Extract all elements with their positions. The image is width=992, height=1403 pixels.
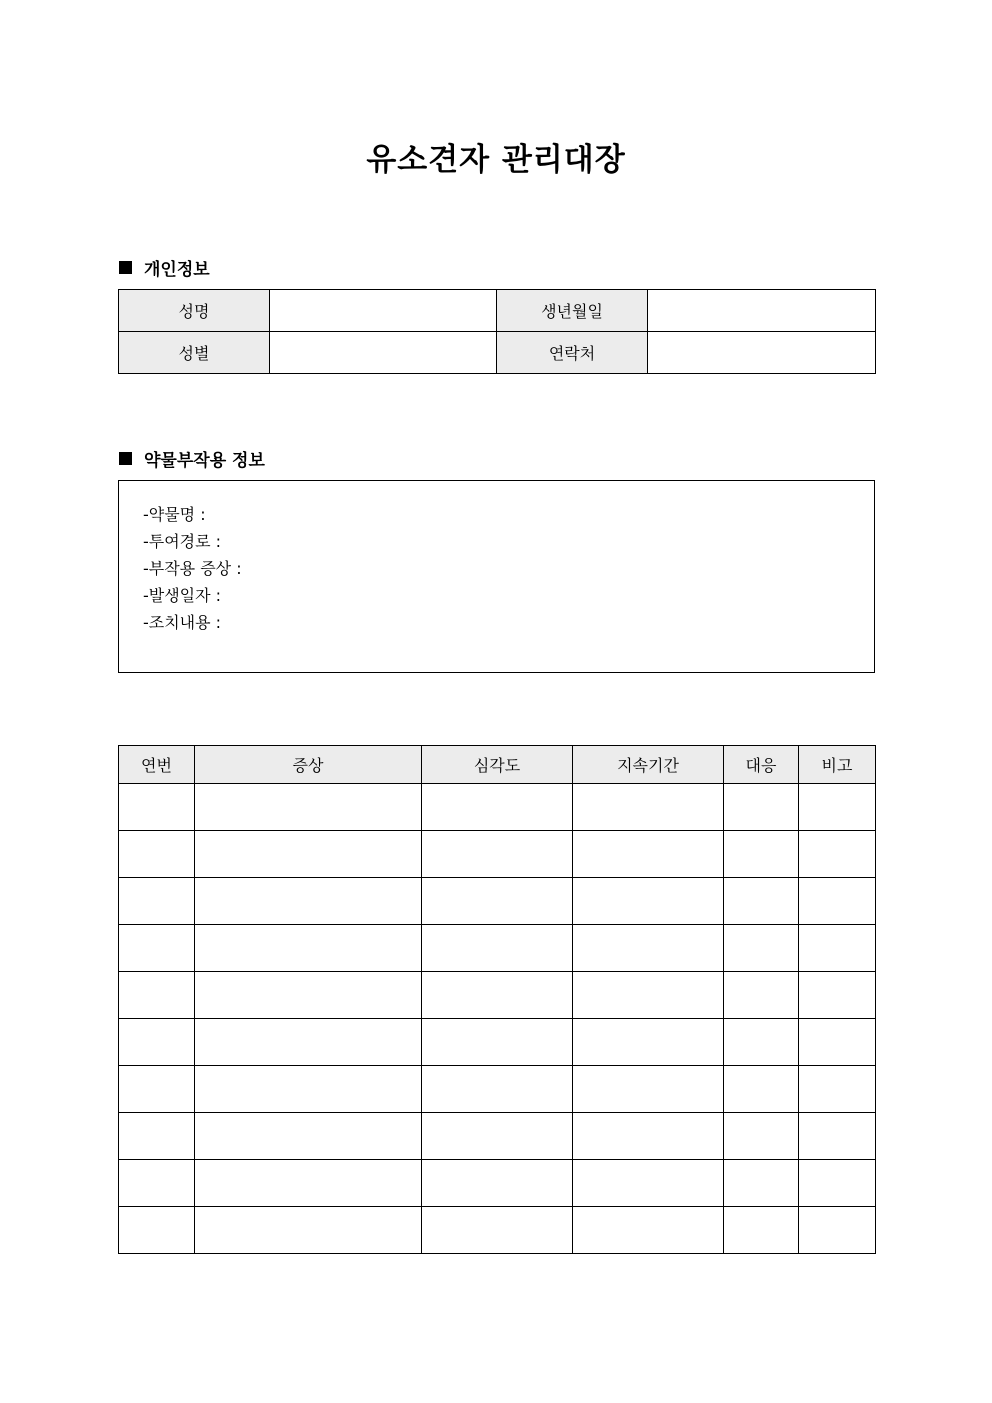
table-cell[interactable] (573, 831, 724, 878)
table-cell[interactable] (724, 878, 799, 925)
birthdate-label: 생년월일 (497, 290, 648, 332)
table-cell[interactable] (573, 1207, 724, 1254)
table-row (119, 1066, 876, 1113)
table-row (119, 831, 876, 878)
table-cell[interactable] (799, 831, 876, 878)
symptom-log-table (118, 745, 876, 1254)
symptom-table-body (119, 784, 876, 1254)
table-cell[interactable] (573, 1113, 724, 1160)
table-cell[interactable] (573, 972, 724, 1019)
table-cell[interactable] (799, 1160, 876, 1207)
table-row (119, 878, 876, 925)
table-cell[interactable] (119, 1066, 195, 1113)
drug-name-line: -약물명 : (143, 505, 206, 524)
table-cell[interactable] (724, 1207, 799, 1254)
table-cell[interactable] (799, 972, 876, 1019)
table-cell[interactable] (119, 784, 195, 831)
table-cell[interactable] (195, 831, 422, 878)
table-cell[interactable] (422, 1019, 573, 1066)
table-cell[interactable] (799, 1207, 876, 1254)
table-cell[interactable] (724, 831, 799, 878)
table-cell[interactable] (422, 972, 573, 1019)
action-line: -조치내용 : (143, 613, 222, 632)
table-row (119, 1019, 876, 1066)
table-row (119, 1207, 876, 1254)
symptom-line: -부작용 증상 : (143, 559, 242, 578)
square-bullet-icon (119, 452, 132, 465)
table-cell[interactable] (724, 925, 799, 972)
contact-label: 연락처 (497, 332, 648, 374)
table-cell[interactable] (422, 1160, 573, 1207)
table-cell[interactable] (195, 972, 422, 1019)
table-cell[interactable] (195, 1160, 422, 1207)
table-cell[interactable] (573, 1160, 724, 1207)
table-row (119, 1113, 876, 1160)
table-cell[interactable] (422, 1113, 573, 1160)
table-cell[interactable] (422, 831, 573, 878)
square-bullet-icon (119, 261, 132, 274)
table-cell[interactable] (422, 1207, 573, 1254)
adverse-reaction-lines (143, 501, 242, 636)
table-cell[interactable] (573, 1066, 724, 1113)
personal-info-heading (119, 255, 210, 280)
table-cell[interactable] (119, 1019, 195, 1066)
personal-info-row (119, 290, 876, 332)
personal-info-table (118, 289, 876, 374)
table-cell[interactable] (799, 1066, 876, 1113)
table-cell[interactable] (799, 878, 876, 925)
table-cell[interactable] (195, 784, 422, 831)
table-cell[interactable] (195, 1066, 422, 1113)
column-header-remarks: 비고 (799, 746, 876, 784)
table-cell[interactable] (195, 1207, 422, 1254)
table-cell[interactable] (573, 878, 724, 925)
table-cell[interactable] (724, 1113, 799, 1160)
table-cell[interactable] (195, 925, 422, 972)
table-cell[interactable] (119, 1207, 195, 1254)
table-cell[interactable] (195, 1019, 422, 1066)
table-cell[interactable] (119, 972, 195, 1019)
table-cell[interactable] (724, 1066, 799, 1113)
table-cell[interactable] (119, 1113, 195, 1160)
table-cell[interactable] (195, 1113, 422, 1160)
adverse-reaction-heading (119, 446, 265, 471)
table-cell[interactable] (119, 1160, 195, 1207)
table-cell[interactable] (573, 925, 724, 972)
name-label: 성명 (119, 290, 270, 332)
column-header-severity: 심각도 (422, 746, 573, 784)
contact-field[interactable] (648, 332, 876, 374)
column-header-duration: 지속기간 (573, 746, 724, 784)
table-cell[interactable] (799, 784, 876, 831)
adverse-reaction-box[interactable] (118, 480, 875, 673)
table-row (119, 1160, 876, 1207)
table-cell[interactable] (724, 1019, 799, 1066)
table-cell[interactable] (422, 784, 573, 831)
column-header-symptom: 증상 (195, 746, 422, 784)
table-row (119, 925, 876, 972)
table-cell[interactable] (573, 784, 724, 831)
table-cell[interactable] (422, 925, 573, 972)
table-cell[interactable] (799, 1113, 876, 1160)
table-cell[interactable] (195, 878, 422, 925)
table-cell[interactable] (724, 972, 799, 1019)
table-cell[interactable] (119, 831, 195, 878)
gender-field[interactable] (270, 332, 497, 374)
table-cell[interactable] (799, 925, 876, 972)
page-title: 유소견자 관리대장 (366, 142, 626, 178)
onset-date-line: -발생일자 : (143, 586, 222, 605)
personal-info-heading-label: 개인정보 (144, 260, 210, 280)
table-cell[interactable] (119, 878, 195, 925)
adverse-reaction-heading-label: 약물부작용 정보 (144, 451, 265, 471)
table-cell[interactable] (119, 925, 195, 972)
gender-label: 성별 (119, 332, 270, 374)
table-cell[interactable] (724, 1160, 799, 1207)
birthdate-field[interactable] (648, 290, 876, 332)
column-header-no: 연번 (119, 746, 195, 784)
name-field[interactable] (270, 290, 497, 332)
table-cell[interactable] (724, 784, 799, 831)
table-cell[interactable] (422, 878, 573, 925)
personal-info-row (119, 332, 876, 374)
table-row (119, 972, 876, 1019)
table-cell[interactable] (799, 1019, 876, 1066)
table-cell[interactable] (422, 1066, 573, 1113)
column-header-response: 대응 (724, 746, 799, 784)
table-header-row (119, 746, 876, 784)
table-row (119, 784, 876, 831)
route-line: -투여경로 : (143, 532, 222, 551)
table-cell[interactable] (573, 1019, 724, 1066)
